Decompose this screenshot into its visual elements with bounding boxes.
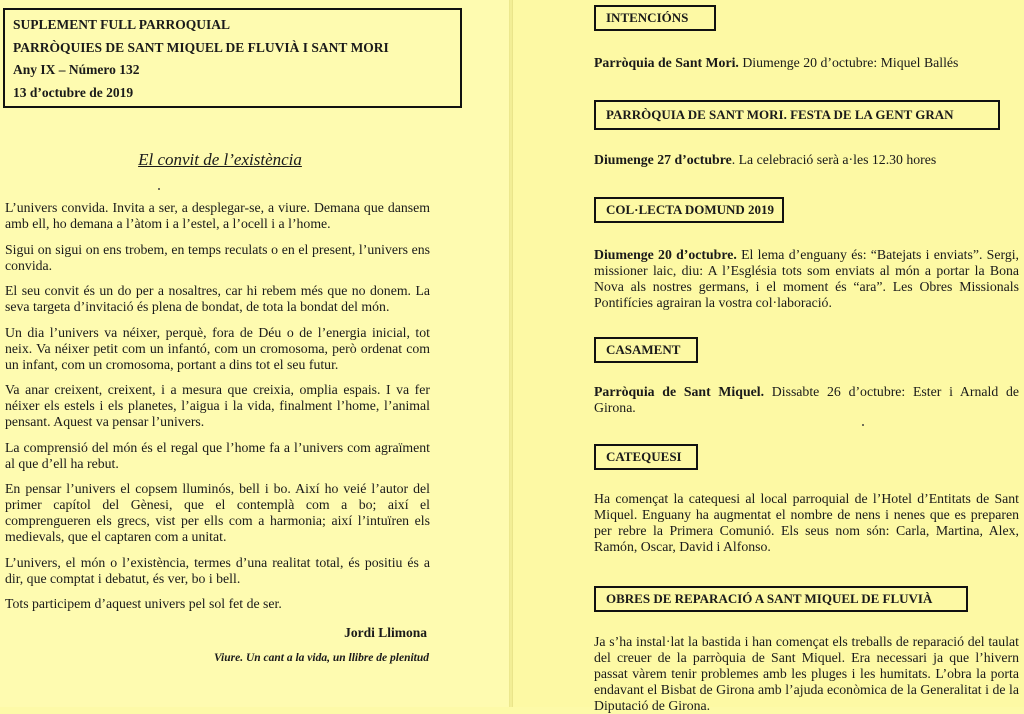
domund-body: El lema d’enguany és: “Batejats i enviats”. Sergi, missioner laic, diu: A l’Església tots som enviats al món a portar la Bona Nova als nostres germans, i el moment és “ara”. Les Obres Missionals Pontifícies agrairan la vostra col·laboració. xyxy=(594,247,1020,310)
heading-domund: COL·LECTA DOMUND 2019 xyxy=(594,197,784,223)
article-paragraph: Va anar creixent, creixent, i a mesura que creixia, omplia espais. I va fer néixer els estels i els planetes, l’aigua i la vida, finalment l’home, l’animal pensant. Aquest va pensar l’univers. xyxy=(5,382,430,429)
festa-text xyxy=(594,152,1019,168)
article-source: Viure. Un cant a la vida, un llibre de plenitud xyxy=(213,652,429,664)
article-paragraph: Sigui on sigui on ens trobem, en temps reculats o en el present, l’univers ens convida. xyxy=(5,241,430,273)
heading-casament: CASAMENT xyxy=(594,337,698,363)
article-paragraph: L’univers convida. Invita a ser, a desplegar-se, a viure. Demana que dansem amb ell, ho demana a l’àtom i a l’estel, a l’ocell i a l’home. xyxy=(5,200,430,231)
masthead-date: 13 d’octubre de 2019 xyxy=(13,84,134,100)
article-paragraph: Tots participem d’aquest univers pel sol fet de ser. xyxy=(5,596,282,611)
casament-body: Dissabte 26 d’octubre: Ester i Arnald de Girona. xyxy=(594,384,1019,415)
masthead-parishes: PARRÒQUIES DE SANT MIQUEL DE FLUVIÀ I SANT MORI xyxy=(13,39,389,55)
intencions-body: Diumenge 20 d’octubre: Miquel Ballés xyxy=(738,55,959,70)
article-body xyxy=(5,200,430,622)
obres-text: Ja s’ha instal·lat la bastida i han començat els treballs de reparació del taulat del creuer de la parròquia de Sant Miquel. Era necessari ja que l’hivern passat vàrem tenir problemes amb les pluges i les humitats. L’obra la porta endavant el Bisbat de Girona amb l’ajuda econòmica de la Generalitat i de la Diputació de Girona. xyxy=(594,634,1019,713)
article-author: Jordi Llimona xyxy=(344,625,427,640)
heading-catequesi: CATEQUESI xyxy=(594,444,698,470)
masthead xyxy=(3,8,462,108)
casament-lead: Parròquia de Sant Miquel. xyxy=(594,384,765,399)
page-fold xyxy=(509,0,513,707)
masthead-issue: Any IX – Número 132 xyxy=(13,62,140,77)
article-paragraph: L’univers, el món o l’existència, termes d’una realitat total, és positiu és a dir, que comptat i debatut, és ver, bo i bell. xyxy=(5,554,430,586)
intencions-text xyxy=(594,55,1019,71)
festa-body: . La celebració serà a·les 12.30 hores xyxy=(731,152,937,167)
domund-lead: Diumenge 20 d’octubre. xyxy=(594,247,737,262)
speck xyxy=(862,424,864,426)
domund-text xyxy=(594,247,1019,311)
speck xyxy=(158,188,160,190)
casament-text xyxy=(594,384,1019,416)
festa-lead: Diumenge 27 d’octubre xyxy=(594,152,732,167)
heading-obres: OBRES DE REPARACIÓ A SANT MIQUEL DE FLUVIÀ xyxy=(594,586,968,612)
intencions-lead: Parròquia de Sant Mori. xyxy=(594,55,739,70)
masthead-title: SUPLEMENT FULL PARROQUIAL xyxy=(13,17,231,32)
heading-festa: PARRÒQUIA DE SANT MORI. FESTA DE LA GENT GRAN xyxy=(594,100,1000,130)
catequesi-text: Ha començat la catequesi al local parroquial de l’Hotel d’Entitats de Sant Miquel. Enguany ha augmentat el nombre de nens i nenes que es preparen per rebre la Primera Comunió. Els seus nom són: Carla, Martina, Alex, Ramón, Oscar, David i Alfonso. xyxy=(594,491,1019,554)
article-paragraph: Un dia l’univers va néixer, perquè, fora de Déu o de l’energia inicial, tot neix. Va néixer petit com un infantó, com un cromosoma, però ordenat com un infant, com un cromosoma, portant a dins tot el seu futur. xyxy=(5,324,430,372)
article-paragraph: La comprensió del món és el regal que l’home fa a l’univers com agraïment al que d’ell ha rebut. xyxy=(5,439,430,471)
article-title: El convit de l’existència xyxy=(138,150,302,169)
article-paragraph: En pensar l’univers el copsem lluminós, bell i bo. Així ho veié l’autor del primer capítol del Gènesi, que el contemplà com a bo; així el comprengueren els grecs, vist per ells com a harmonia; així l’intuïren els medievals, que el captaren com a unitat. xyxy=(5,481,430,544)
article-paragraph: El seu convit és un do per a nosaltres, car hi rebem més que no donem. La seva targeta d’invitació és plena de bondat, de tota la bondat del món. xyxy=(5,283,430,314)
heading-intencions: INTENCIÓNS xyxy=(594,5,716,31)
